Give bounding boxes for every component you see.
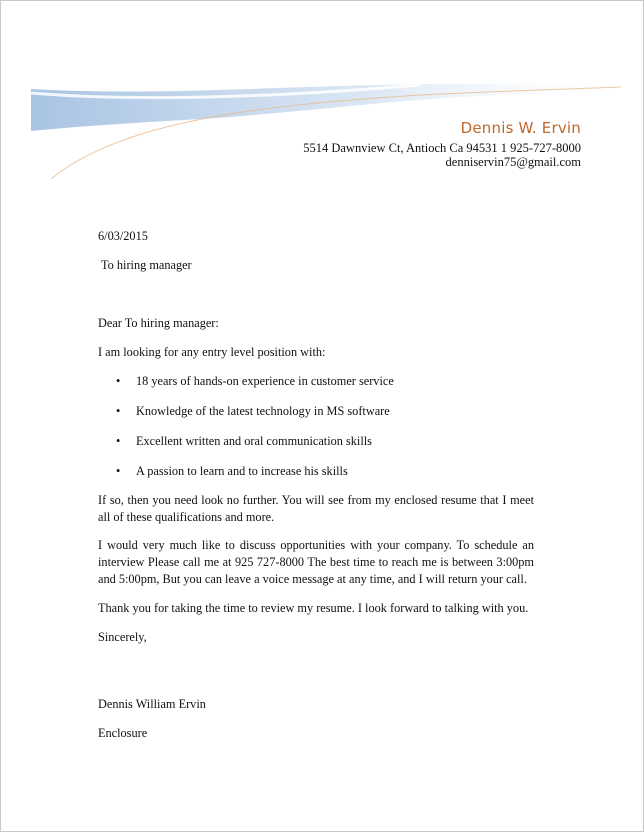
sender-name: Dennis W. Ervin bbox=[460, 119, 581, 137]
bullet-icon: • bbox=[116, 404, 121, 418]
salutation: Dear To hiring manager: bbox=[98, 316, 219, 330]
enclosure-note: Enclosure bbox=[98, 726, 148, 740]
list-item-text: Knowledge of the latest technology in MS software bbox=[136, 404, 390, 418]
list-item bbox=[116, 433, 536, 463]
list-item-text: 18 years of hands-on experience in customer service bbox=[136, 374, 394, 388]
paragraph-thanks: Thank you for taking the time to review my resume. I look forward to talking with you. bbox=[98, 601, 529, 615]
list-item bbox=[116, 463, 536, 493]
paragraph-interview: I would very much like to discuss opportunities with your company. To schedule an interview Please call me at 925 727-8000 The best time to reach me is between 3:00pm and 5:00pm, But you can leave a voice message at any time, and I will return your call. bbox=[98, 538, 534, 586]
sender-email: denniservin75@gmail.com bbox=[445, 155, 581, 169]
list-item bbox=[116, 373, 536, 403]
bullet-icon: • bbox=[116, 464, 121, 478]
bullet-icon: • bbox=[116, 374, 121, 388]
recipient: To hiring manager bbox=[101, 258, 192, 272]
closing: Sincerely, bbox=[98, 630, 147, 644]
bullet-icon: • bbox=[116, 434, 121, 448]
sender-address: 5514 Dawnview Ct, Antioch Ca 94531 1 925-727-8000 bbox=[303, 141, 581, 155]
letterhead bbox=[303, 119, 581, 169]
paragraph-qualifications: If so, then you need look no further. You will see from my enclosed resume that I meet all of these qualifications and more. bbox=[98, 493, 534, 524]
letter-date: 6/03/2015 bbox=[98, 229, 148, 243]
list-item-text: A passion to learn and to increase his skills bbox=[136, 464, 348, 478]
list-item bbox=[116, 403, 536, 433]
intro-line: I am looking for any entry level position with: bbox=[98, 345, 326, 359]
list-item-text: Excellent written and oral communication skills bbox=[136, 434, 372, 448]
qualifications-list bbox=[116, 373, 536, 493]
signature-name: Dennis William Ervin bbox=[98, 697, 206, 711]
